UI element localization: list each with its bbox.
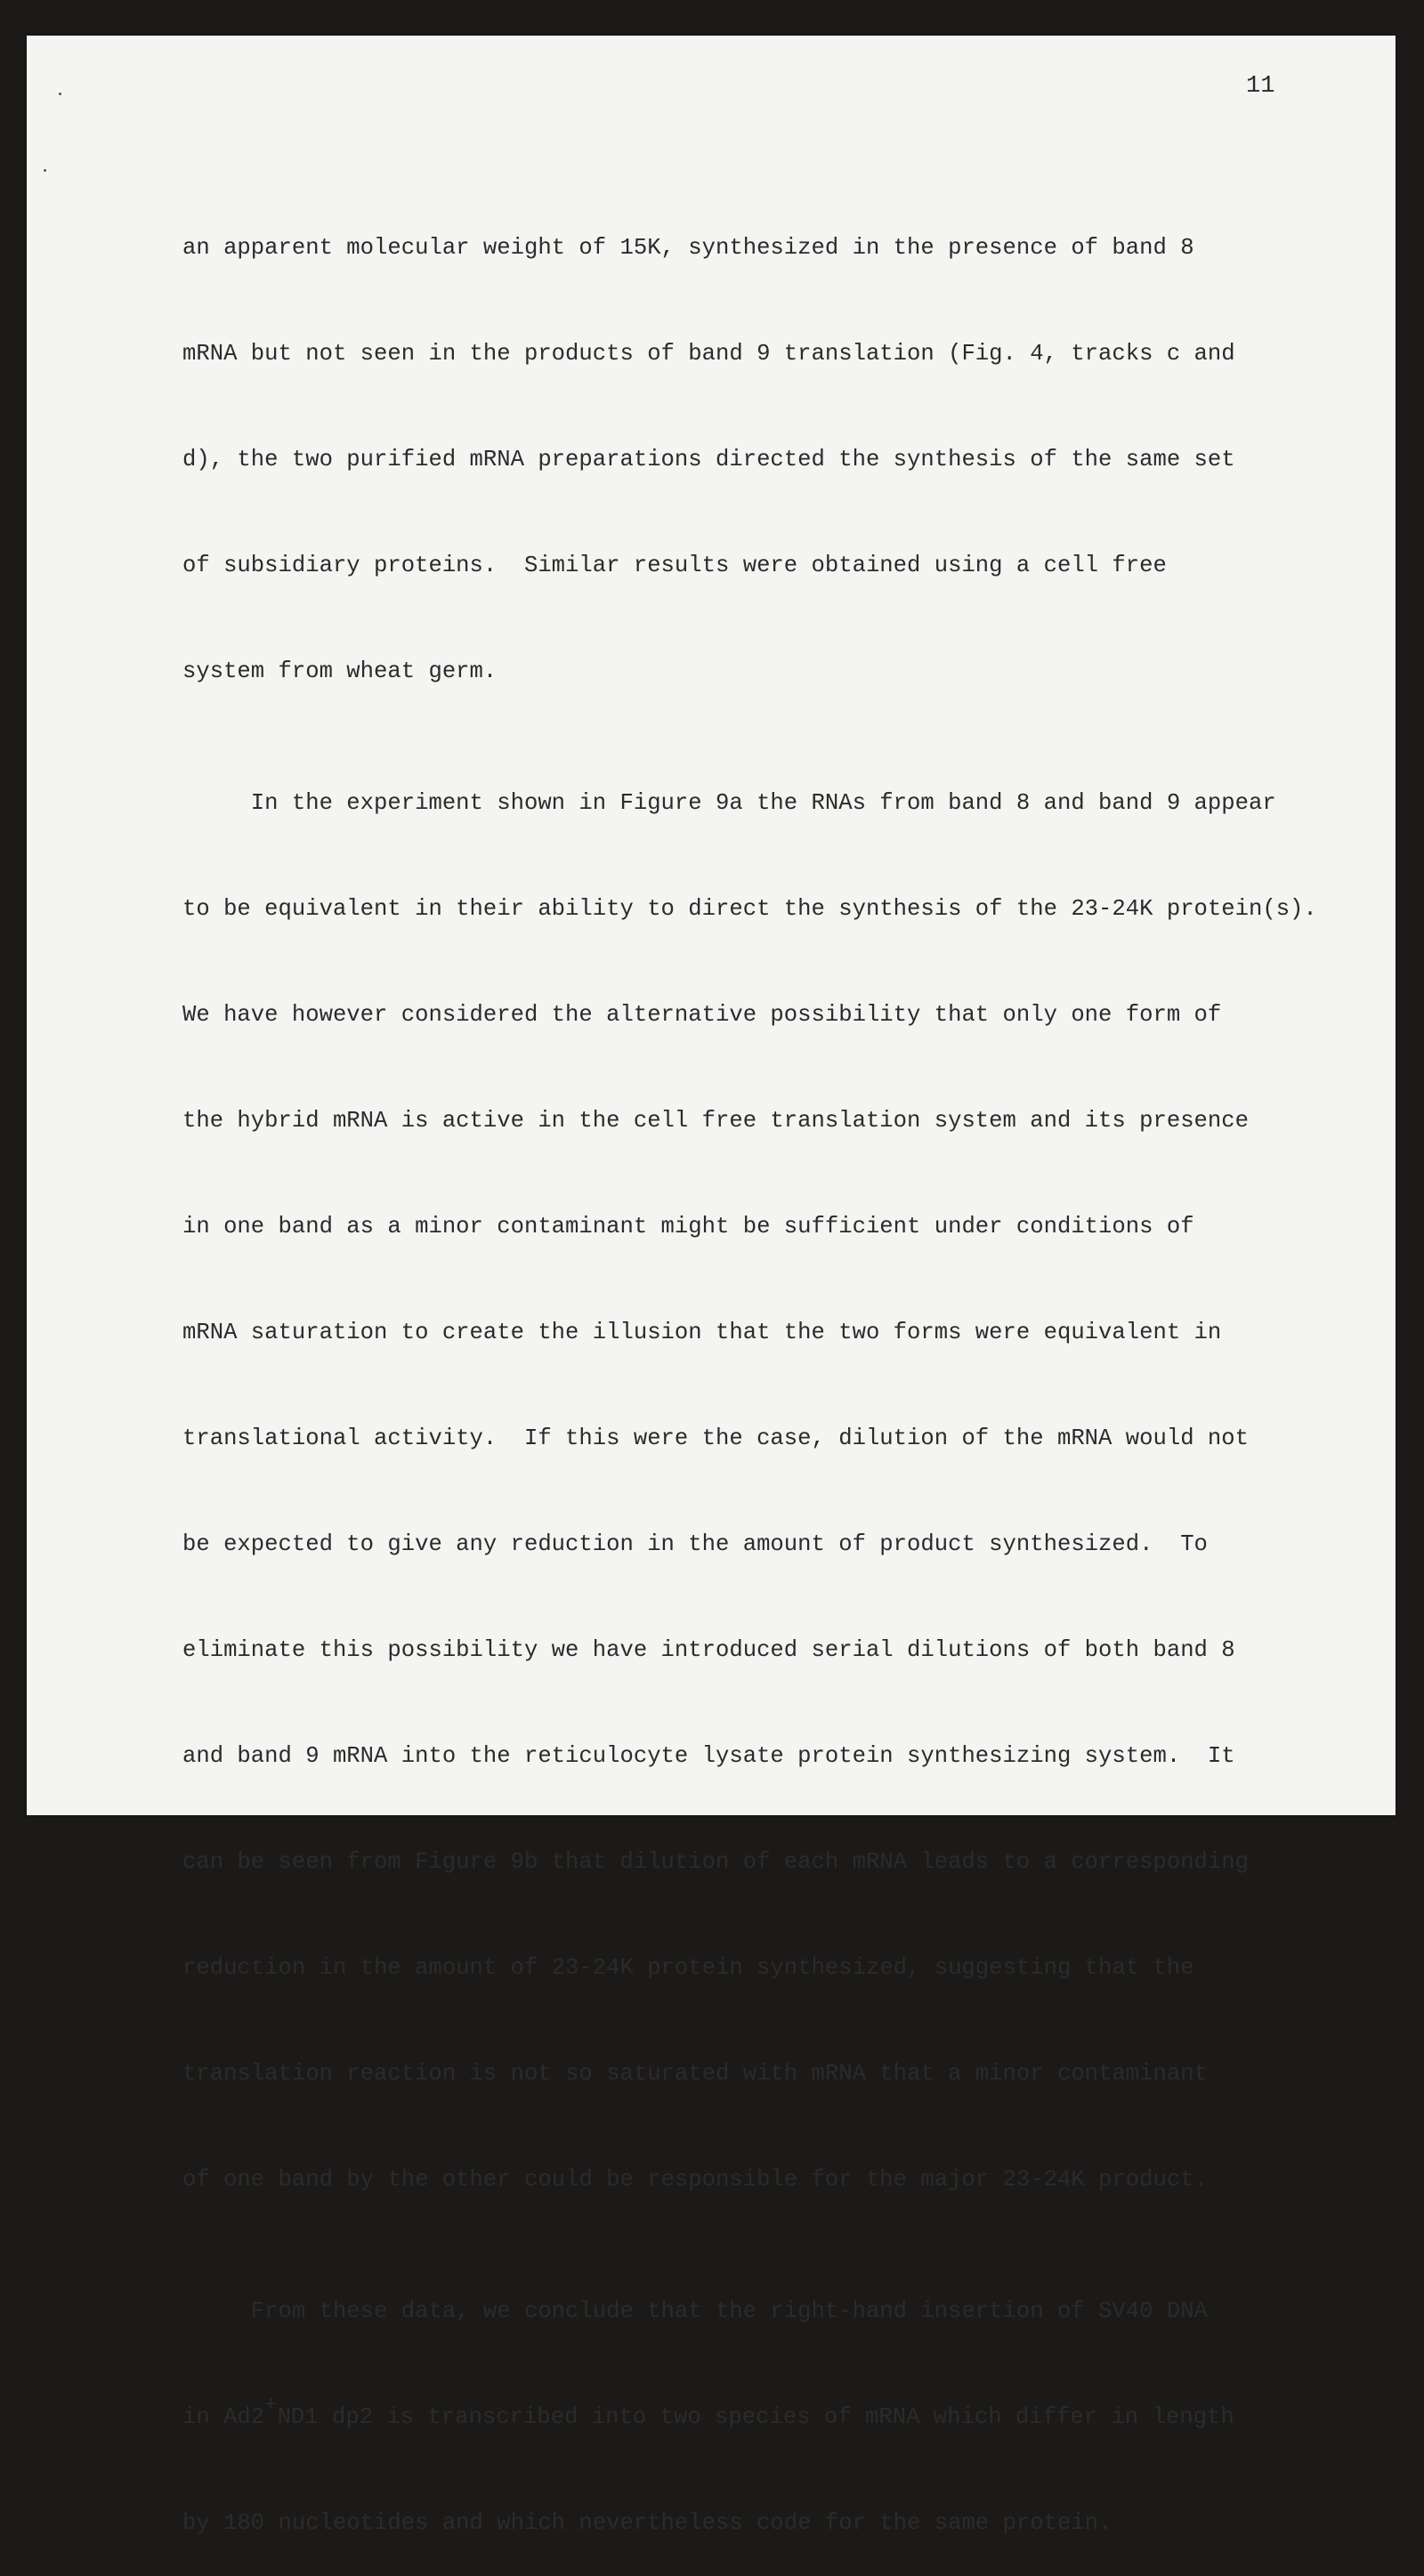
text-line: We have however considered the alternative possibility that only one form of <box>182 1002 1222 1028</box>
text-line: in one band as a minor contaminant might be sufficient under conditions of <box>182 1214 1194 1240</box>
text-fragment: ND1 dp2 is transcribed into two species of mRNA which differ in length <box>277 2404 1234 2430</box>
text-fragment: in Ad2 <box>182 2404 265 2430</box>
text-line: the hybrid mRNA is active in the cell free translation system and its presence <box>182 1108 1249 1134</box>
text-line: From these data, we conclude that the right-hand insertion of SV40 DNA <box>182 2298 1208 2324</box>
text-line: be expected to give any reduction in the amount of product synthesized. To <box>182 1531 1208 1557</box>
text-line: an apparent molecular weight of 15K, synthesized in the presence of band 8 <box>182 235 1194 261</box>
text-line: mRNA but not seen in the products of band 9 translation (Fig. 4, tracks c and <box>182 341 1235 367</box>
text-line: translational activity. If this were the case, dilution of the mRNA would not <box>182 1425 1249 1451</box>
text-line: and band 9 mRNA into the reticulocyte lysate protein synthesizing system. It <box>182 1743 1235 1769</box>
text-line: mRNA saturation to create the illusion that the two forms were equivalent in <box>182 1320 1222 1345</box>
text-line: by 180 nucleotides and which nevertheless code for the same protein. <box>182 2510 1112 2536</box>
text-line: of subsidiary proteins. Similar results were obtained using a cell free <box>182 553 1167 578</box>
text-line: can be seen from Figure 9b that dilution of each mRNA leads to a corresponding <box>182 1849 1249 1875</box>
text-line: translation reaction is not so saturated with mRNA that a minor contaminant <box>182 2061 1208 2087</box>
body-text <box>182 169 1339 2576</box>
text-line: of one band by the other could be responsible for the major 23-24K product. <box>182 2167 1208 2192</box>
paper-speck <box>44 169 46 172</box>
text-line: In the experiment shown in Figure 9a the RNAs from band 8 and band 9 appear <box>182 790 1276 816</box>
paper-speck <box>59 93 61 95</box>
page-number: 11 <box>1246 73 1275 100</box>
text-line: to be equivalent in their ability to direct the synthesis of the 23-24K protein(s). <box>182 896 1317 922</box>
text-line: system from wheat germ. <box>182 658 498 684</box>
text-line: reduction in the amount of 23-24K protein synthesized, suggesting that the <box>182 1955 1194 1981</box>
superscript-plus: + <box>264 2394 278 2418</box>
text-line: d), the two purified mRNA preparations directed the synthesis of the same set <box>182 447 1235 472</box>
text-line: eliminate this possibility we have introduced serial dilutions of both band 8 <box>182 1637 1235 1663</box>
text-line <box>182 2390 1339 2444</box>
